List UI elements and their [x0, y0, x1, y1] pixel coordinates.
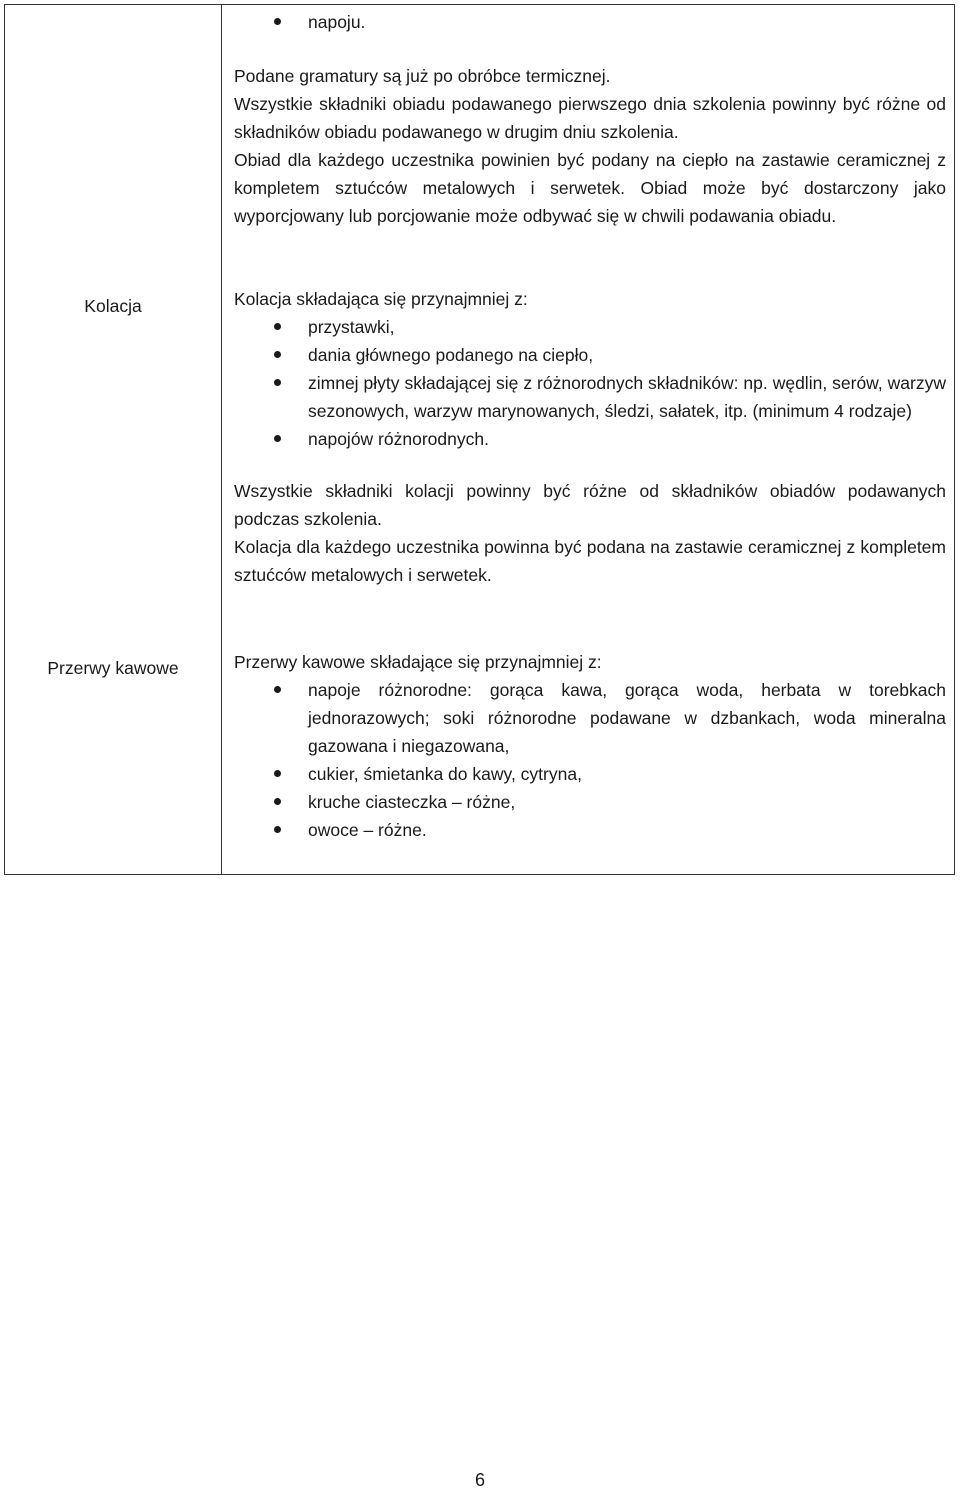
list-item: napoje różnorodne: gorąca kawa, gorąca woda, herbata w torebkach jednorazowych; soki różnorodne podawane w dzbankach, woda mineralna gazowana i niegazowana,: [234, 676, 946, 760]
list-item: zimnej płyty składającej się z różnorodnych składników: np. wędlin, serów, warzyw sezonowych, warzyw marynowanych, śledzi, sałatek, itp. (minimum 4 rodzaje): [234, 369, 946, 425]
row-label-kolacja: Kolacja: [84, 296, 142, 316]
kolacja-bullet-list: [234, 313, 946, 453]
column-divider: [221, 5, 222, 874]
kolacja-paragraph-zastawa: Kolacja dla każdego uczestnika powinna być podana na zastawie ceramicznej z kompletem sztućców metalowych i serwetek.: [234, 537, 946, 585]
page-number: 6: [474, 1470, 485, 1490]
kolacja-intro: Kolacja składająca się przynajmniej z:: [234, 289, 528, 309]
przerwy-content: [234, 648, 946, 844]
kolacja-paragraph-skladniki: Wszystkie składniki kolacji powinny być różne od składników obiadów podawanych podczas szkolenia.: [234, 481, 946, 529]
obiad-paragraph-skladniki: Wszystkie składniki obiadu podawanego pierwszego dnia szkolenia powinny być różne od składników obiadu podawanego w drugim dniu szkolenia.: [234, 94, 946, 142]
list-item: cukier, śmietanka do kawy, cytryna,: [234, 760, 946, 788]
przerwy-intro: Przerwy kawowe składające się przynajmniej z:: [234, 652, 602, 672]
przerwy-bullet-list: [234, 676, 946, 844]
catering-table: [4, 4, 955, 875]
list-item: owoce – różne.: [234, 816, 946, 844]
list-item: przystawki,: [234, 313, 946, 341]
obiad-paragraph-zastawa: Obiad dla każdego uczestnika powinien być podany na ciepło na zastawie ceramicznej z kompletem sztućców metalowych i serwetek. Obiad może być dostarczony jako wyporcjowany lub porcjowanie może odbywać się w chwili podawania obiadu.: [234, 150, 946, 226]
obiad-paragraph-gramatury: Podane gramatury są już po obróbce termicznej.: [234, 66, 611, 86]
list-item: dania głównego podanego na ciepło,: [234, 341, 946, 369]
list-item: kruche ciasteczka – różne,: [234, 788, 946, 816]
obiad-continuation: [234, 8, 946, 230]
row-label-przerwy-kawowe: Przerwy kawowe: [47, 658, 179, 678]
obiad-bullet-list: [234, 8, 946, 36]
list-item: napoju.: [234, 8, 946, 36]
list-item: napojów różnorodnych.: [234, 425, 946, 453]
kolacja-content: [234, 285, 946, 589]
